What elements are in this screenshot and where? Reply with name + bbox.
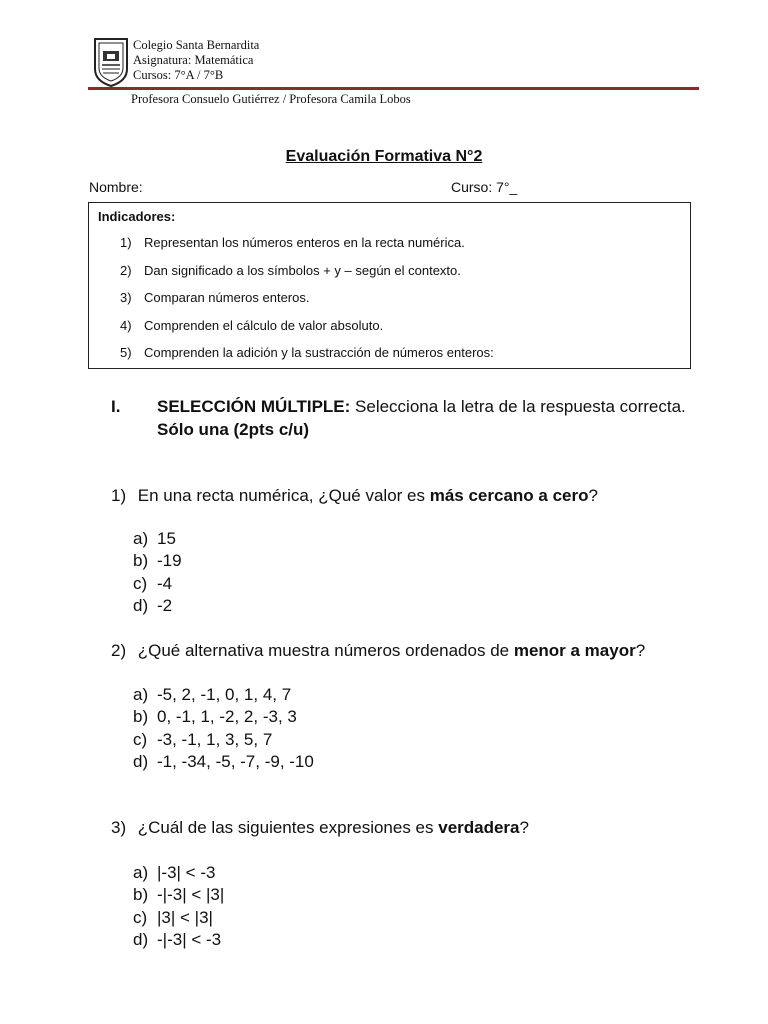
question-3: [111, 818, 529, 838]
option-a[interactable]: [133, 863, 224, 885]
option-d[interactable]: [133, 752, 314, 774]
option-text: -4: [157, 573, 173, 593]
section-points: Sólo una (2pts c/u): [157, 420, 310, 439]
option-letter: c): [133, 907, 148, 927]
indicators-title: Indicadores:: [98, 209, 176, 224]
section-instruction-text: Selecciona la letra de la respuesta correcta.: [350, 397, 686, 416]
question-number: 2): [111, 641, 127, 660]
option-c[interactable]: [133, 730, 314, 752]
option-d[interactable]: [133, 596, 182, 618]
school-name: Colegio Santa Bernardita: [133, 38, 260, 52]
indicator-item: [120, 318, 494, 346]
indicator-number: 3): [120, 290, 132, 305]
option-text: |3| < |3|: [157, 907, 213, 927]
teachers: Profesora Consuelo Gutiérrez / Profesora Camila Lobos: [131, 92, 411, 106]
header-divider: [88, 87, 699, 90]
option-a[interactable]: [133, 685, 314, 707]
option-b[interactable]: [133, 551, 182, 573]
indicator-text: Comprenden la adición y la sustracción de números enteros:: [144, 345, 494, 360]
option-text: -3, -1, 1, 3, 5, 7: [157, 729, 273, 749]
school-logo: [92, 37, 130, 87]
option-text: -|-3| < |3|: [157, 885, 225, 905]
indicator-item: [120, 263, 494, 291]
option-text: -5, 2, -1, 0, 1, 4, 7: [157, 685, 292, 704]
courses: Cursos: 7°A / 7°B: [133, 68, 224, 82]
question-2-options: [133, 685, 314, 774]
option-d[interactable]: [133, 930, 224, 952]
option-c[interactable]: [133, 908, 224, 930]
option-letter: a): [133, 863, 149, 882]
option-text: 15: [157, 529, 176, 548]
option-text: -1, -34, -5, -7, -9, -10: [157, 751, 314, 771]
option-letter: d): [133, 751, 149, 771]
option-c[interactable]: [133, 574, 182, 596]
option-letter: d): [133, 929, 149, 949]
indicator-number: 1): [120, 235, 132, 250]
question-1: [111, 486, 598, 506]
question-3-options: [133, 863, 224, 952]
question-number: 1): [111, 486, 127, 505]
option-b[interactable]: [133, 707, 314, 729]
school-info: [133, 38, 259, 83]
question-end: ?: [635, 641, 646, 660]
option-letter: b): [133, 551, 149, 571]
question-emphasis: menor a mayor: [513, 641, 636, 660]
question-1-options: [133, 529, 182, 618]
nombre-label: Nombre:: [89, 179, 143, 195]
option-letter: d): [133, 595, 149, 615]
option-text: |-3| < -3: [157, 863, 216, 882]
option-letter: c): [133, 573, 148, 593]
indicator-number: 5): [120, 345, 132, 360]
question-text: ¿Qué alternativa muestra números ordenados de: [137, 641, 514, 660]
question-text: ¿Cuál de las siguientes expresiones es: [137, 818, 439, 837]
indicator-item: [120, 345, 494, 373]
page-title: Evaluación Formativa N°2: [285, 148, 483, 165]
indicator-item: [120, 235, 494, 263]
question-emphasis: verdadera: [438, 818, 520, 837]
option-text: 0, -1, 1, -2, 2, -3, 3: [157, 707, 297, 727]
question-text: En una recta numérica, ¿Qué valor es: [137, 486, 430, 505]
option-letter: b): [133, 707, 149, 727]
option-text: -19: [157, 551, 182, 571]
indicator-text: Comparan números enteros.: [144, 290, 310, 305]
indicator-item: [120, 290, 494, 318]
option-text: -2: [157, 595, 173, 615]
indicator-text: Representan los números enteros en la recta numérica.: [144, 235, 465, 250]
section-type: SELECCIÓN MÚLTIPLE:: [157, 397, 351, 416]
section-number: I.: [111, 397, 121, 416]
option-text: -|-3| < -3: [157, 929, 222, 949]
curso-label: Curso: 7°_: [451, 179, 518, 195]
question-emphasis: más cercano a cero: [429, 486, 589, 505]
question-end: ?: [519, 818, 529, 837]
option-letter: b): [133, 885, 149, 905]
subject: Asignatura: Matemática: [133, 53, 254, 67]
question-number: 3): [111, 818, 127, 837]
option-b[interactable]: [133, 885, 224, 907]
indicators-list: [120, 235, 494, 373]
option-letter: a): [133, 529, 149, 548]
indicator-number: 4): [120, 317, 132, 333]
option-letter: c): [133, 729, 148, 749]
indicator-text: Dan significado a los símbolos + y – según el contexto.: [144, 262, 461, 278]
question-end: ?: [588, 486, 598, 505]
option-a[interactable]: [133, 529, 182, 551]
indicator-text: Comprenden el cálculo de valor absoluto.: [144, 317, 384, 333]
section-instructions: [157, 397, 717, 417]
indicator-number: 2): [120, 262, 132, 278]
option-letter: a): [133, 685, 149, 704]
question-2: [111, 641, 645, 661]
